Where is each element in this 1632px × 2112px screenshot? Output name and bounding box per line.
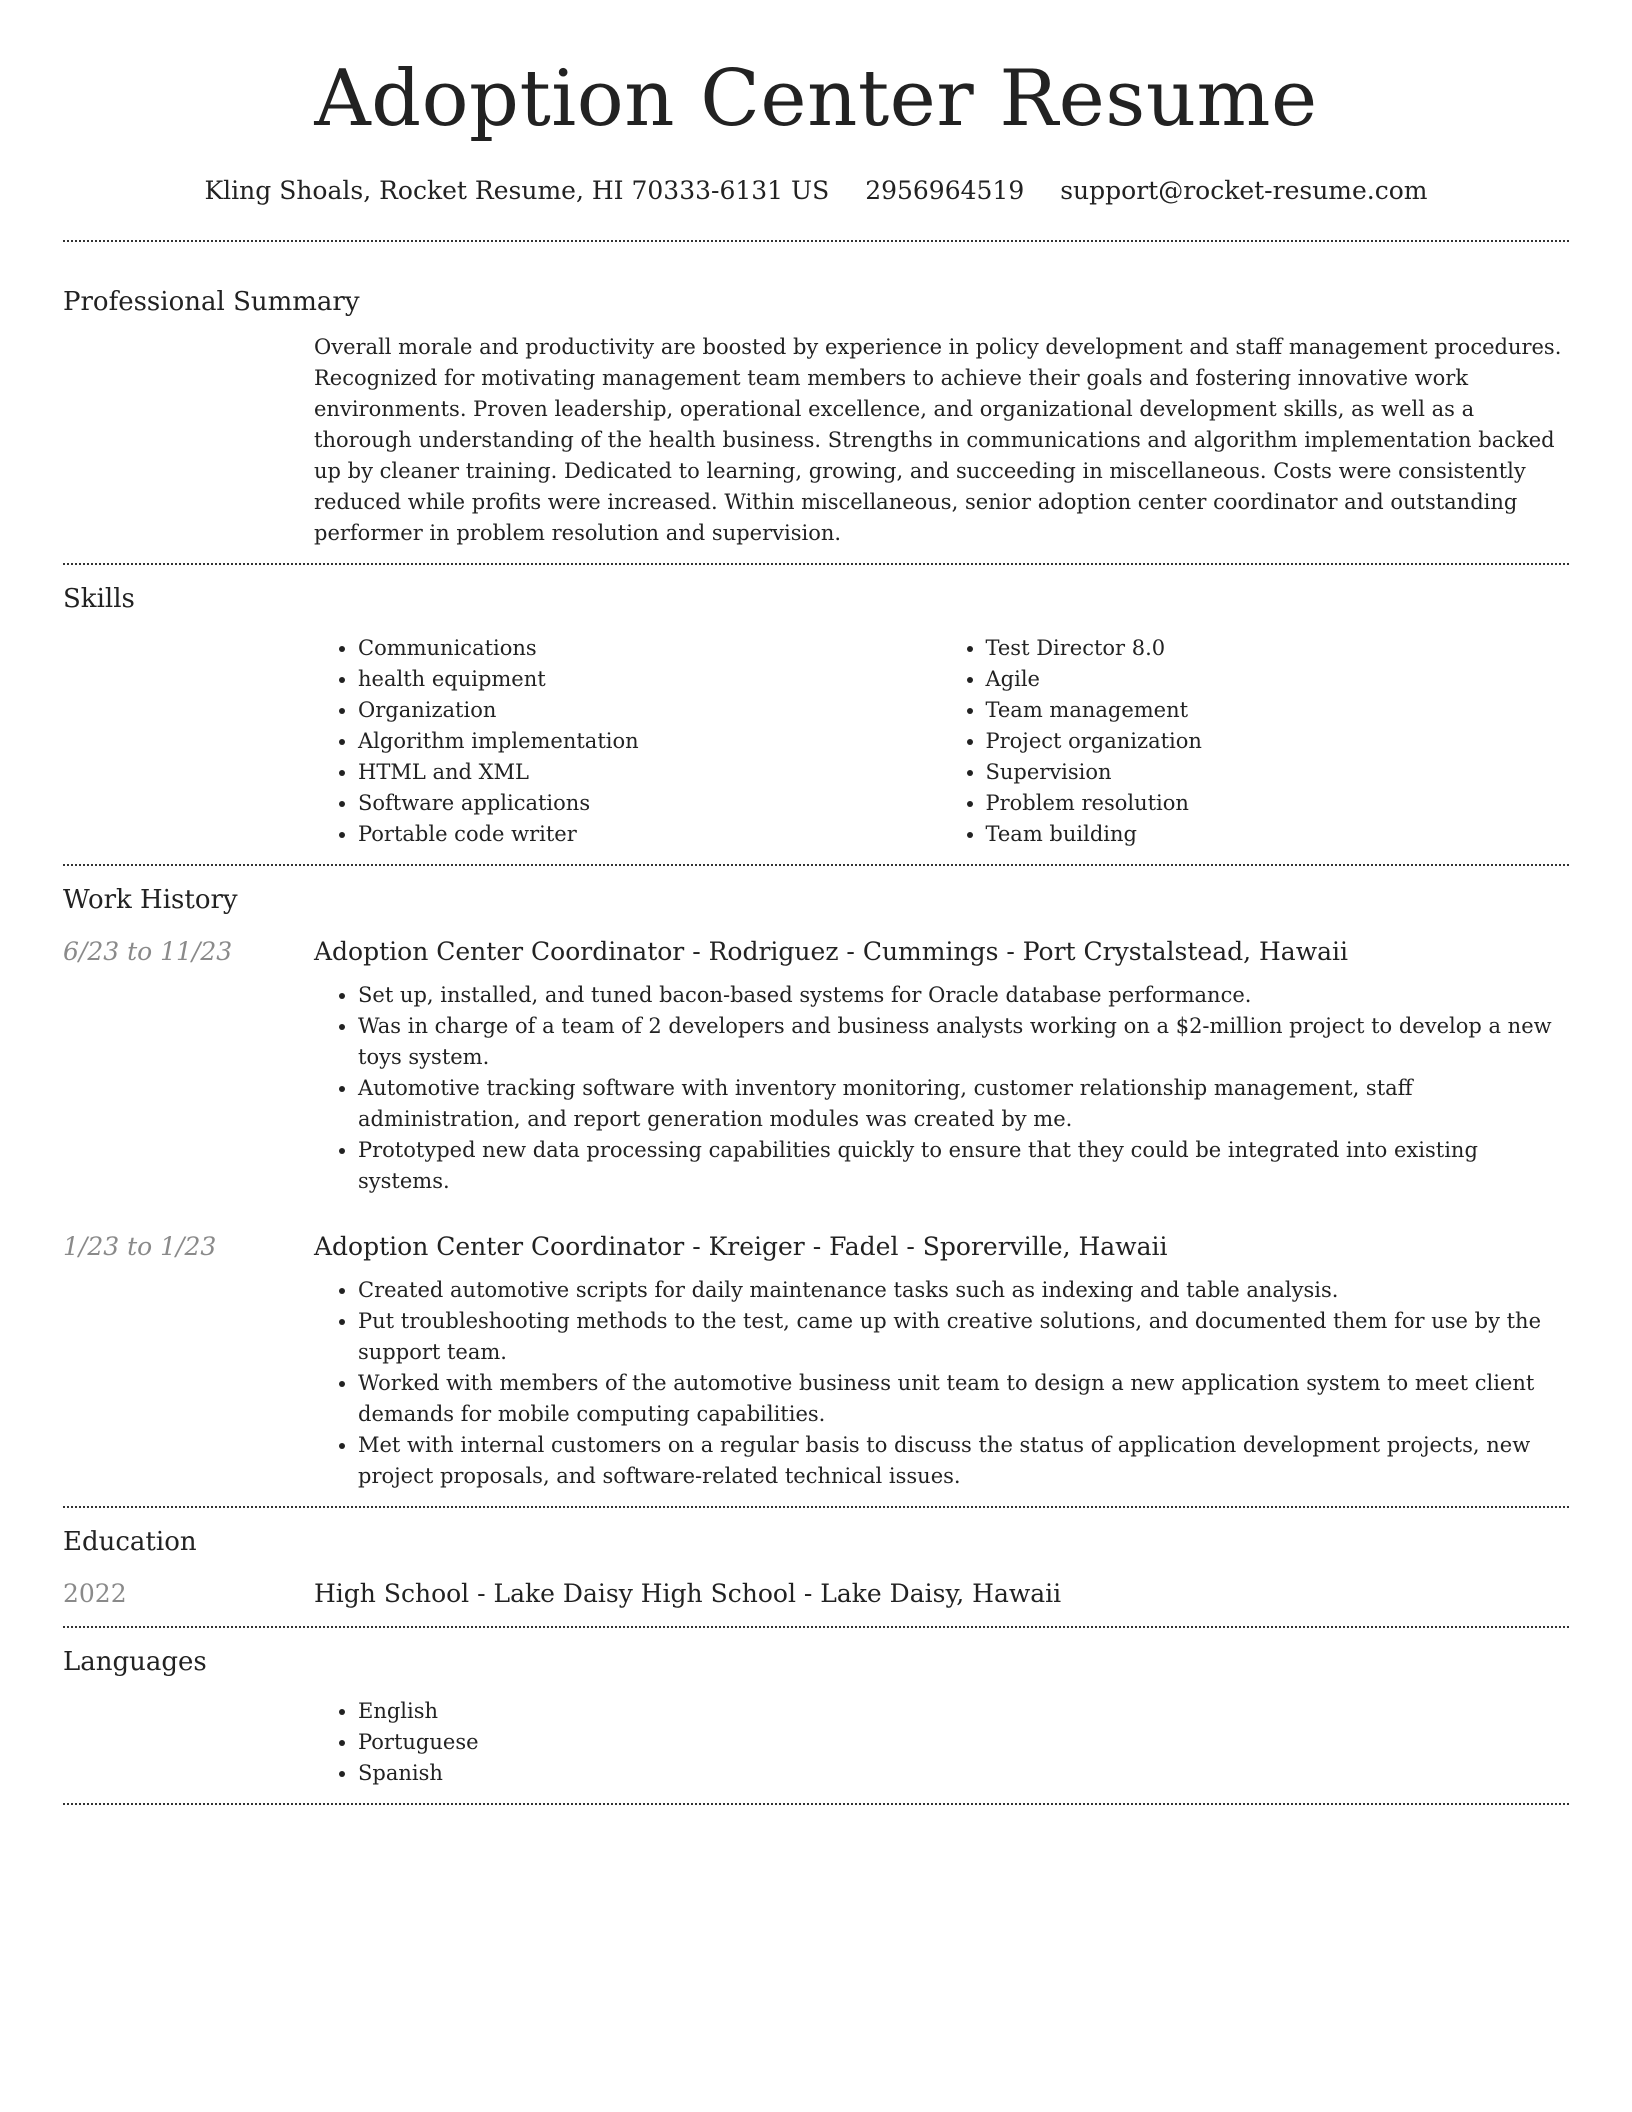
education-title-line: High School - Lake Daisy High School - Lake Daisy, Hawaii [314,1579,1062,1608]
skill-item: • Software applications [358,788,942,819]
job-bullet: • Met with internal customers on a regular basis to discuss the status of application development projects, new project proposals, and software-related technical issues. [358,1430,1569,1492]
summary-section [63,242,1569,563]
education-section [63,1508,1569,1626]
job-bullet: • Put troubleshooting methods to the test, came up with creative solutions, and documented them for use by the support team. [358,1306,1569,1368]
job-bullet: • Set up, installed, and tuned bacon-based systems for Oracle database performance. [358,980,1569,1011]
contact-address: Kling Shoals, Rocket Resume, HI 70333-6131 US [204,176,830,205]
contact-line [63,174,1569,208]
education-entry [63,1576,1569,1612]
work-title: Work History [63,885,238,915]
contact-email: support@rocket-resume.com [1060,176,1428,205]
job-bullet: • Automotive tracking software with inventory monitoring, customer relationship management, staff administration, and report generation modules was created by me. [358,1073,1569,1135]
job-bullet: • Was in charge of a team of 2 developers and business analysts working on a $2-million project to develop a new toys system. [358,1011,1569,1073]
skill-item: • Supervision [986,757,1570,788]
languages-title: Languages [63,1647,207,1677]
job-bullets [314,1275,1569,1492]
section-divider [63,1803,1569,1805]
languages-section [63,1628,1569,1803]
resume-header [63,0,1569,208]
skill-item: • Problem resolution [986,788,1570,819]
job-title: Adoption Center Coordinator - Rodriguez - Cummings - Port Crystalstead, Hawaii [314,937,1348,966]
summary-title: Professional Summary [63,287,360,317]
summary-text: Overall morale and productivity are boosted by experience in policy development and staff management procedures. Recognized for motivating management team members to achieve their goals and fostering innovative work environments. Proven leadership, operational excellence, and organizational development skills, as well as a thorough understanding of the health business. Strengths in communications and algorithm implementation backed up by cleaner training. Dedicated to learning, growing, and succeeding in miscellaneous. Costs were consistently reduced while profits were increased. Within miscellaneous, senior adoption center coordinator and outstanding performer in problem resolution and supervision. [314,335,1562,545]
job-bullet: • Created automotive scripts for daily maintenance tasks such as indexing and table analysis. [358,1275,1569,1306]
contact-phone: 2956964519 [865,176,1025,205]
skills-list-left [314,633,942,850]
skills-grid [314,633,1569,850]
job-title: Adoption Center Coordinator - Kreiger - Fadel - Sporerville, Hawaii [314,1232,1168,1261]
education-year: 2022 [63,1579,127,1608]
skill-item: • Agile [986,664,1570,695]
job-entry [63,934,1569,1197]
skills-list-right [942,633,1570,850]
language-item: • English [358,1696,1569,1727]
skill-item: • Team management [986,695,1570,726]
languages-list [314,1696,1569,1789]
job-dates: 6/23 to 11/23 [63,937,233,966]
job-dates: 1/23 to 1/23 [63,1232,217,1261]
resume-name: Adoption Center Resume [314,54,1318,144]
skill-item: • Project organization [986,726,1570,757]
skill-item: • Team building [986,819,1570,850]
skill-item: • HTML and XML [358,757,942,788]
skill-item: • Organization [358,695,942,726]
language-item: • Spanish [358,1758,1569,1789]
skills-section [63,565,1569,864]
job-bullets [314,980,1569,1197]
skill-item: • Portable code writer [358,819,942,850]
job-bullet: • Worked with members of the automotive business unit team to design a new application system to meet client demands for mobile computing capabilities. [358,1368,1569,1430]
skill-item: • Communications [358,633,942,664]
education-title: Education [63,1527,197,1557]
work-section [63,866,1569,1506]
job-entry [63,1229,1569,1492]
skill-item: • Algorithm implementation [358,726,942,757]
skill-item: • Test Director 8.0 [986,633,1570,664]
skills-title: Skills [63,584,135,614]
skill-item: • health equipment [358,664,942,695]
job-bullet: • Prototyped new data processing capabilities quickly to ensure that they could be integrated into existing systems. [358,1135,1569,1197]
language-item: • Portuguese [358,1727,1569,1758]
